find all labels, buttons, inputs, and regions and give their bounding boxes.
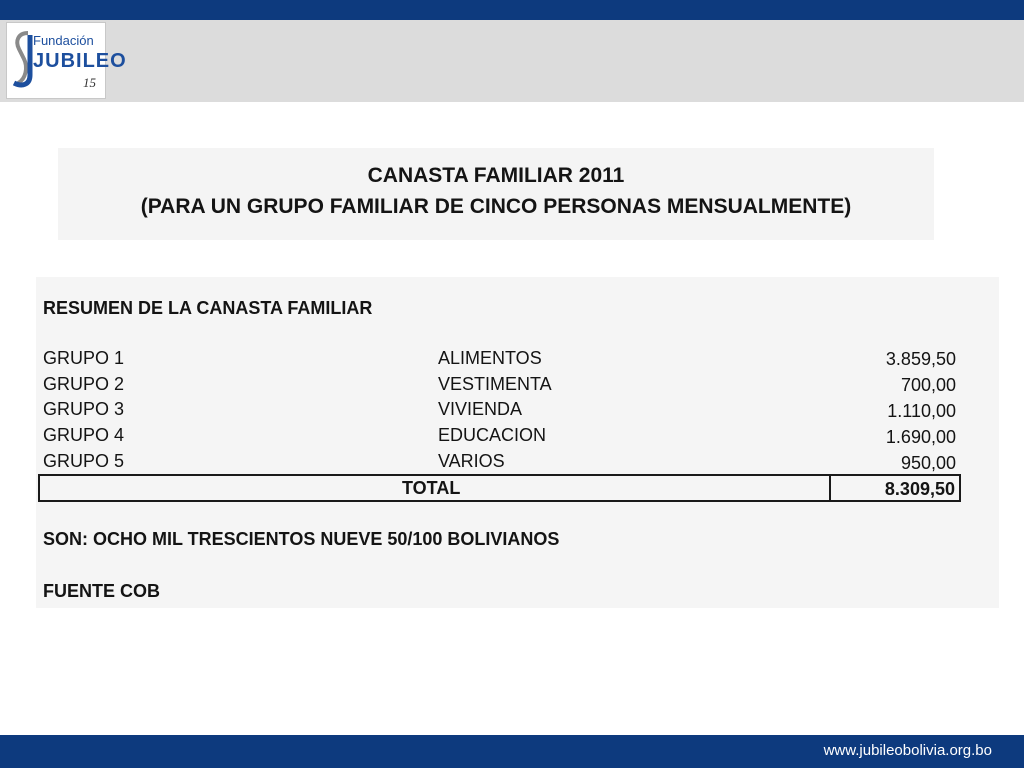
fundacion-jubileo-logo bbox=[6, 22, 127, 99]
row-group-label: GRUPO 2 bbox=[43, 374, 125, 394]
total-value: 8.309,50 bbox=[884, 479, 955, 499]
row-value: 700,00 bbox=[900, 375, 956, 395]
header-bar bbox=[0, 0, 1024, 20]
source-note: FUENTE COB bbox=[43, 581, 160, 601]
row-value: 950,00 bbox=[900, 453, 956, 473]
website-link[interactable]: www.jubileobolivia.org.bo bbox=[823, 742, 992, 759]
total-row bbox=[38, 474, 961, 502]
header-band bbox=[0, 20, 1024, 102]
row-group-label: GRUPO 4 bbox=[43, 425, 125, 445]
title-scan bbox=[58, 148, 934, 240]
logo-anniversary: 15 bbox=[83, 75, 96, 90]
row-group-label: GRUPO 1 bbox=[43, 348, 125, 368]
document-subtitle: (PARA UN GRUPO FAMILIAR DE CINCO PERSONAS MENSUALMENTE) bbox=[140, 195, 852, 218]
row-category: VIVIENDA bbox=[438, 399, 523, 419]
total-label: TOTAL bbox=[402, 478, 461, 498]
row-value: 1.690,00 bbox=[885, 427, 956, 447]
row-category: ALIMENTOS bbox=[438, 348, 542, 368]
row-category: EDUCACION bbox=[438, 425, 547, 445]
row-category: VARIOS bbox=[438, 451, 505, 471]
row-value: 3.859,50 bbox=[885, 349, 956, 369]
row-group-label: GRUPO 5 bbox=[43, 451, 125, 471]
row-value: 1.110,00 bbox=[887, 401, 956, 421]
summary-table-scan bbox=[36, 277, 999, 608]
logo-word-fundacion: Fundación bbox=[33, 33, 94, 48]
row-category: VESTIMENTA bbox=[438, 374, 552, 394]
total-divider bbox=[829, 476, 831, 500]
document-title: CANASTA FAMILIAR 2011 bbox=[367, 164, 625, 187]
summary-heading: RESUMEN DE LA CANASTA FAMILIAR bbox=[43, 298, 373, 318]
row-group-label: GRUPO 3 bbox=[43, 399, 125, 419]
amount-in-words: SON: OCHO MIL TRESCIENTOS NUEVE 50/100 BOLIVIANOS bbox=[43, 529, 560, 549]
logo-word-jubileo: JUBILEO bbox=[33, 50, 127, 72]
